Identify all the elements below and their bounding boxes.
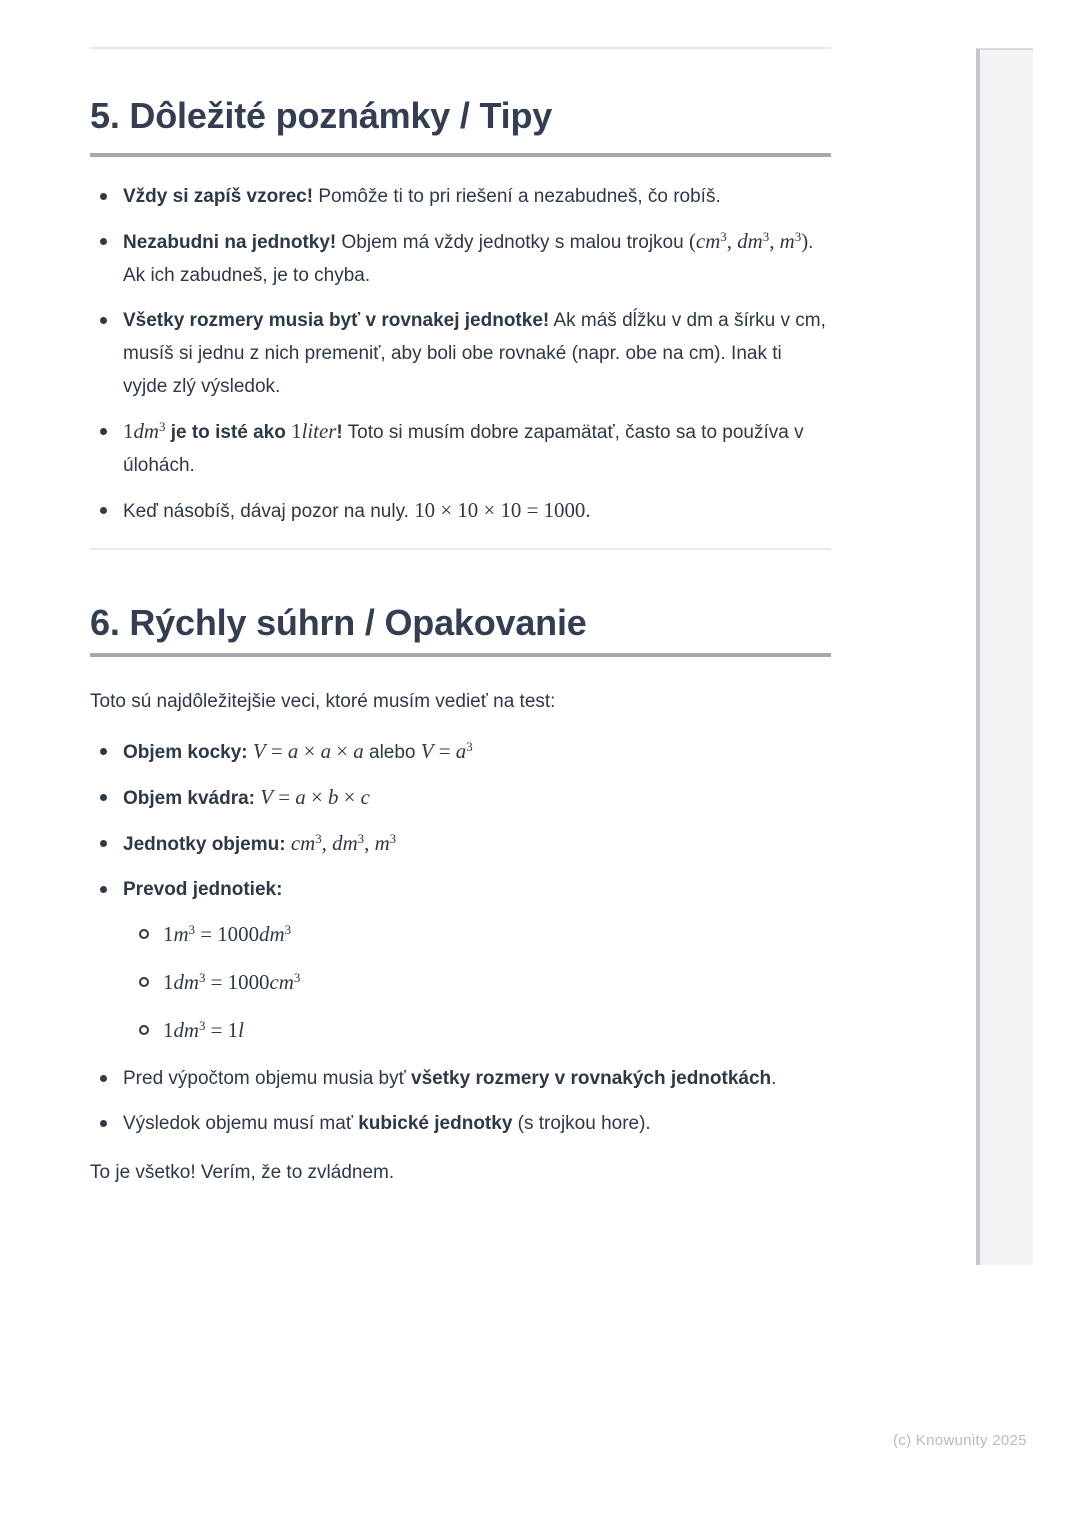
section-6-title-rule: [90, 653, 831, 657]
sub-list-item: $1dm^3 = 1000cm^3$: [129, 964, 831, 1002]
top-divider: [90, 47, 831, 49]
document-page-content: [90, 0, 831, 1189]
unit-conversion-sublist: [129, 916, 831, 1050]
section-6: [90, 600, 831, 1189]
list-item-label: Prevod jednotiek:: [123, 878, 283, 900]
section-6-list: [90, 735, 831, 1140]
footer-copyright: (c) Knowunity 2025: [893, 1432, 1027, 1449]
list-item: Jednotky objemu: $cm^3$, $dm^3$, $m^3$: [90, 827, 831, 861]
section-6-intro: Toto sú najdôležitejšie veci, ktoré musím vedieť na test:: [90, 690, 556, 712]
list-item: Keď násobíš, dávaj pozor na nuly. 10 × 10 × 10 = 1000.: [90, 494, 831, 528]
list-item: Všetky rozmery musia byť v rovnakej jednotke! Ak máš dĺžku v dm a šírku v cm, musíš si jednu z nich premeniť, aby boli obe rovnaké (napr. obe na cm). Inak ti vyjde zlý výsledok.: [90, 304, 831, 403]
section-divider: [90, 548, 831, 550]
list-item: $1dm^3$ je to isté ako 1liter! Toto si musím dobre zapamätať, často sa to používa v úlohách.: [90, 415, 831, 482]
scrollbar-track[interactable]: [976, 48, 1033, 1265]
section-6-outro: To je všetko! Verím, že to zvládnem.: [90, 1161, 395, 1183]
list-item: Nezabudni na jednotky! Objem má vždy jednotky s malou trojkou ($cm^3$, $dm^3$, $m^3$). Ak ich zabudneš, je to chyba.: [90, 225, 831, 292]
sub-list-item: $1dm^3 = 1l$: [129, 1012, 831, 1050]
list-item: Objem kvádra: V = a × b × c: [90, 781, 831, 815]
section-5-title-rule: [90, 153, 831, 157]
list-item: [90, 873, 831, 1050]
list-item: Výsledok objemu musí mať kubické jednotky (s trojkou hore).: [90, 1107, 831, 1140]
section-5: [90, 93, 831, 528]
list-item: Vždy si zapíš vzorec! Pomôže ti to pri riešení a nezabudneš, čo robíš.: [90, 180, 831, 213]
list-item: Pred výpočtom objemu musia byť všetky rozmery v rovnakých jednotkách.: [90, 1062, 831, 1095]
section-5-list: [90, 180, 831, 528]
section-6-title: 6. Rýchly súhrn / Opakovanie: [90, 601, 587, 643]
sub-list-item: $1m^3 = 1000dm^3$: [129, 916, 831, 954]
list-item: Objem kocky: V = a × a × a alebo $V = a^3$: [90, 735, 831, 769]
section-5-title: 5. Dôležité poznámky / Tipy: [90, 95, 553, 136]
